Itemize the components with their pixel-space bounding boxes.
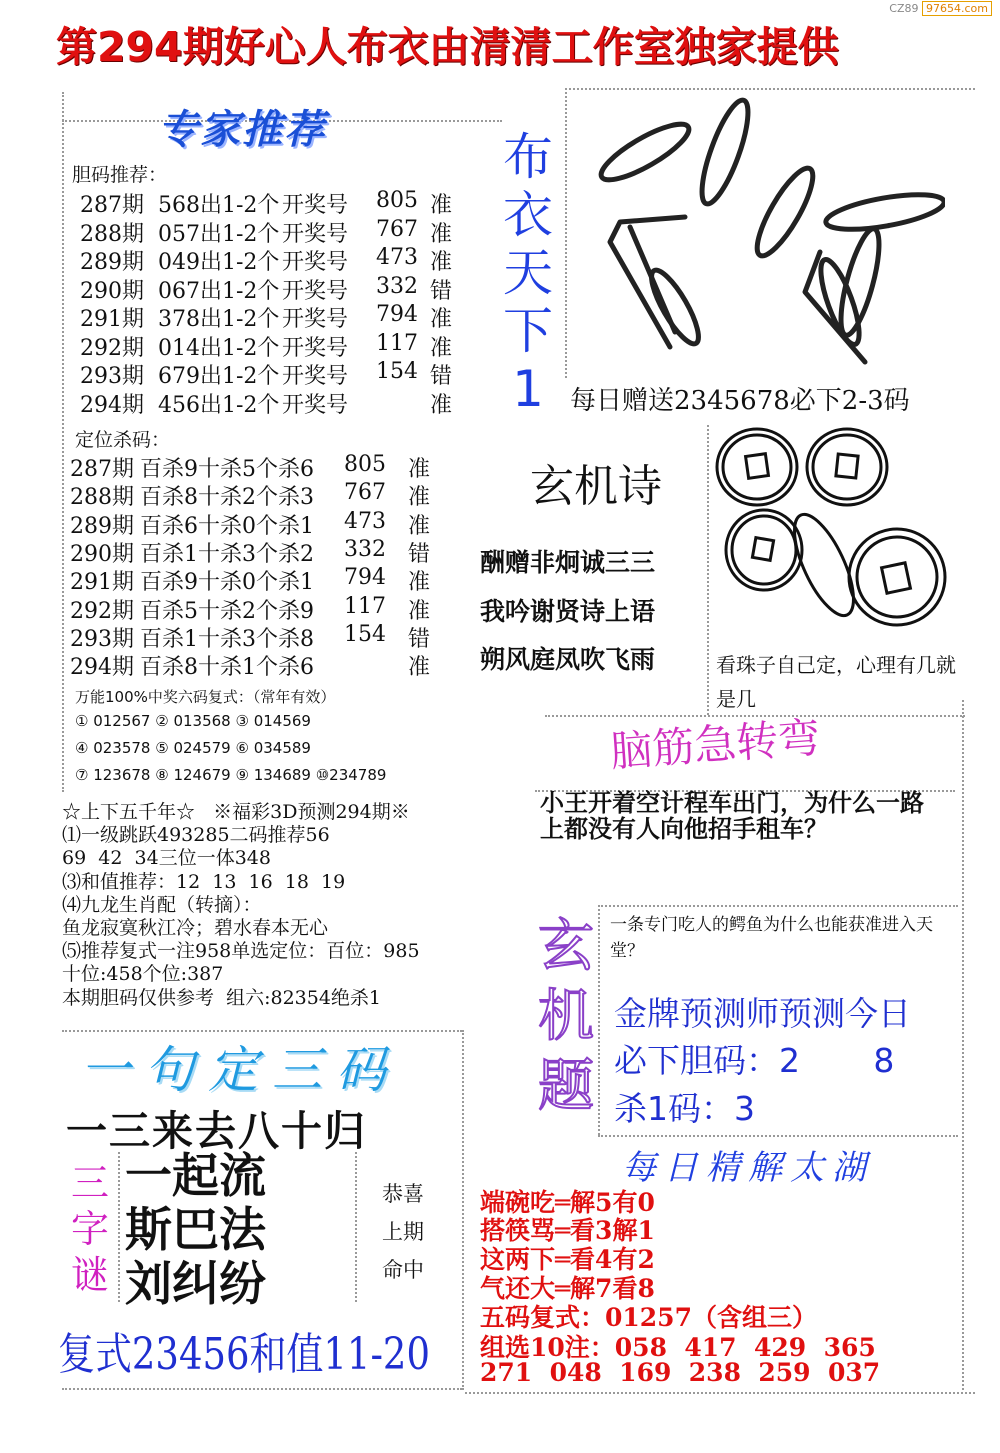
dan-label: 开奖号 (282, 250, 349, 275)
wanneng-row: ⑦ 123678 ⑧ 124679 ⑨ 134689 ⑩234789 (75, 766, 387, 784)
yiju-phrase: 一三来去八十归 (66, 1107, 367, 1155)
kill-pick: 百杀5十杀2个杀9 (140, 598, 314, 624)
dan-period: 288期 (80, 221, 144, 247)
dan-status: 准 (430, 392, 453, 418)
dan-result: 332 (376, 273, 418, 299)
kill-result: 332 (344, 536, 386, 562)
taihu-title: 每日精解太湖 (622, 1148, 874, 1188)
history-line: ⑴一级跳跃493285二码推荐56 (62, 824, 330, 847)
history-line: 十位:458个位:387 (62, 963, 224, 986)
divider (598, 1135, 958, 1137)
kill-pick: 百杀1十杀3个杀8 (140, 626, 314, 652)
kill-pick: 百杀9十杀0个杀1 (140, 570, 314, 596)
divider (962, 700, 964, 1390)
watermark (889, 2, 992, 15)
kill-period: 291期 (70, 570, 134, 596)
dan-label: 开奖号 (282, 278, 349, 304)
coins-image (712, 425, 962, 635)
wanneng-label: 万能100%中奖六码复式：（常年有效） (75, 688, 336, 706)
poem-note: 看珠子自己定，心理有几就是几 (716, 653, 956, 711)
big-number-25-image (575, 92, 945, 372)
dan-pick: 568出1-2个 (158, 193, 280, 218)
kill-period: 294期 (70, 655, 134, 681)
kill-pick: 百杀1十杀3个杀2 (140, 541, 314, 567)
kill-pick: 百杀9十杀5个杀6 (140, 457, 314, 482)
dan-status: 错 (430, 364, 453, 389)
poem-line: 朔风庭凤吹飞雨 (480, 645, 656, 674)
dan-label: 开奖号 (282, 307, 349, 332)
buyi-vertical: 布 衣 天 下 1 (503, 128, 553, 418)
taihu-line: 搭筷骂═看3解1 (480, 1216, 655, 1245)
dan-period: 294期 (80, 392, 144, 418)
dan-pick: 378出1-2个 (158, 307, 280, 332)
expert-title: 专家推荐 (158, 107, 326, 153)
kill-result: 794 (344, 565, 386, 591)
kill-status: 错 (408, 541, 431, 567)
kill-pick: 百杀8十杀2个杀3 (140, 485, 314, 511)
must-dan: 必下胆码：2 8 (614, 1041, 895, 1080)
dan-pick: 014出1-2个 (158, 335, 280, 361)
fushi-line: 复式23456和值11-20 (58, 1329, 430, 1380)
dan-result: 154 (376, 359, 418, 384)
riddle-line: 刘纠纷 (125, 1257, 266, 1312)
riddle-line: 斯巴法 (125, 1203, 266, 1258)
dan-status: 准 (430, 307, 453, 332)
divider (565, 88, 567, 378)
dan-label: 开奖号 (282, 221, 349, 247)
dan-period: 290期 (80, 278, 144, 304)
daily-gift: 每日赠送2345678必下2-3码 (570, 386, 910, 416)
divider (598, 905, 958, 907)
riddle-line: 一起流 (125, 1149, 266, 1204)
divider (598, 905, 600, 1135)
dan-result: 805 (376, 188, 418, 213)
kill-pick: 百杀6十杀0个杀1 (140, 513, 314, 539)
dan-pick: 049出1-2个 (158, 250, 280, 275)
kill-one: 杀1码：3 (614, 1089, 755, 1128)
sanzimi-label: 三 字 谜 (70, 1161, 109, 1297)
kill-result: 154 (344, 621, 386, 647)
kill-period: 290期 (70, 541, 134, 567)
kill-result: 767 (344, 480, 386, 506)
kill-period: 287期 (70, 457, 134, 482)
poem-line: 酬赠非炯诚三三 (480, 548, 656, 577)
poem-title: 玄机诗 (530, 461, 662, 512)
kill-status: 准 (408, 457, 431, 482)
wanneng-row: ① 012567 ② 013568 ③ 014569 (75, 712, 311, 730)
divider (465, 1392, 975, 1394)
kill-result: 805 (344, 452, 386, 477)
riddle-lines (125, 1150, 266, 1312)
dan-label: 开奖号 (282, 193, 349, 218)
dan-period: 289期 (80, 250, 144, 275)
kill-period: 292期 (70, 598, 134, 624)
watermark-site[interactable]: 97654.com (922, 1, 992, 16)
dan-status: 错 (430, 278, 453, 304)
wanneng-row: ④ 023578 ⑤ 024579 ⑥ 034589 (75, 739, 311, 757)
header (0, 0, 1000, 82)
taihu-line: 这两下═看4有2 (480, 1245, 655, 1274)
dan-label: 胆码推荐： (72, 164, 168, 186)
dan-status: 准 (430, 335, 453, 361)
divider (62, 1388, 462, 1390)
kill-period: 288期 (70, 485, 134, 511)
dan-label: 开奖号 (282, 335, 349, 361)
dan-status: 准 (430, 250, 453, 275)
history-line: ⑸推荐复式一注958单选定位：百位：985 (62, 940, 420, 963)
history-line: ☆上下五千年☆ ※福彩3D预测294期※ (62, 801, 410, 823)
history-line: ⑶和值推荐：12 13 16 18 19 (62, 870, 346, 893)
dan-label: 开奖号 (282, 364, 349, 389)
dan-pick: 679出1-2个 (158, 364, 280, 389)
divider (565, 88, 975, 90)
dan-period: 287期 (80, 193, 144, 218)
kill-result: 117 (344, 593, 386, 619)
history-line: 本期胆码仅供参考 组六:82354绝杀1 (62, 986, 382, 1009)
naojin-question: 小王开着空计程车出门，为什么一路上都没有人向他招手租车？ (540, 789, 924, 843)
kill-status: 准 (408, 598, 431, 624)
kill-period: 289期 (70, 513, 134, 539)
yiju-title: 一句定三码 (80, 1041, 400, 1099)
dan-label: 开奖号 (282, 392, 349, 418)
kill-result: 473 (344, 508, 386, 534)
watermark-prefix: CZ89 (889, 2, 919, 15)
kill-period: 293期 (70, 626, 134, 652)
kill-status: 准 (408, 655, 431, 681)
history-line: ⑷九龙生肖配（转摘）： (62, 893, 262, 916)
taihu-line: 端碗吃═解5有0 (480, 1188, 655, 1217)
gold-title: 金牌预测师预测今日 (614, 994, 911, 1033)
dan-period: 291期 (80, 307, 144, 332)
history-line: 69 42 34三位一体348 (62, 847, 271, 870)
kill-label: 定位杀码： (75, 429, 171, 451)
xuanji-ti-question: 一条专门吃人的鳄鱼为什么也能获准进入天堂？ (610, 915, 933, 961)
dan-result: 473 (376, 245, 418, 270)
kill-status: 准 (408, 485, 431, 511)
congrats: 恭喜 上期 命中 (382, 1182, 424, 1282)
divider (62, 92, 64, 792)
kill-status: 准 (408, 570, 431, 596)
dan-result: 794 (376, 302, 418, 327)
divider (707, 425, 709, 715)
naojin-title: 脑筋急转弯 (608, 712, 822, 777)
history-line: 鱼龙寂寞秋江冷；碧水春本无心 (62, 917, 329, 939)
divider (118, 1152, 120, 1302)
xuanji-ti-vertical: 玄 机 题 (538, 914, 594, 1119)
dan-result: 767 (376, 216, 418, 242)
divider (462, 1030, 464, 1390)
dan-pick: 057出1-2个 (158, 221, 280, 247)
dan-period: 292期 (80, 335, 144, 361)
dan-status: 准 (430, 193, 453, 218)
kill-status: 错 (408, 626, 431, 652)
page-title: 第294期好心人布衣由清清工作室独家提供 (56, 23, 839, 71)
kill-status: 准 (408, 513, 431, 539)
taihu-line: 五码复式：01257（含组三） (480, 1303, 817, 1332)
taihu-line: 组选10注：058 417 429 365 (480, 1333, 876, 1362)
kill-pick: 百杀8十杀1个杀6 (140, 655, 314, 681)
dan-result: 117 (376, 330, 418, 356)
dan-pick: 456出1-2个 (158, 392, 280, 418)
divider (355, 1152, 357, 1302)
dan-pick: 067出1-2个 (158, 278, 280, 304)
taihu-line: 271 048 169 238 259 037 (480, 1358, 881, 1387)
dan-status: 准 (430, 221, 453, 247)
poem-line: 我吟谢贤诗上语 (480, 597, 656, 626)
dan-period: 293期 (80, 364, 144, 389)
taihu-line: 气还大═解7看8 (480, 1274, 655, 1303)
